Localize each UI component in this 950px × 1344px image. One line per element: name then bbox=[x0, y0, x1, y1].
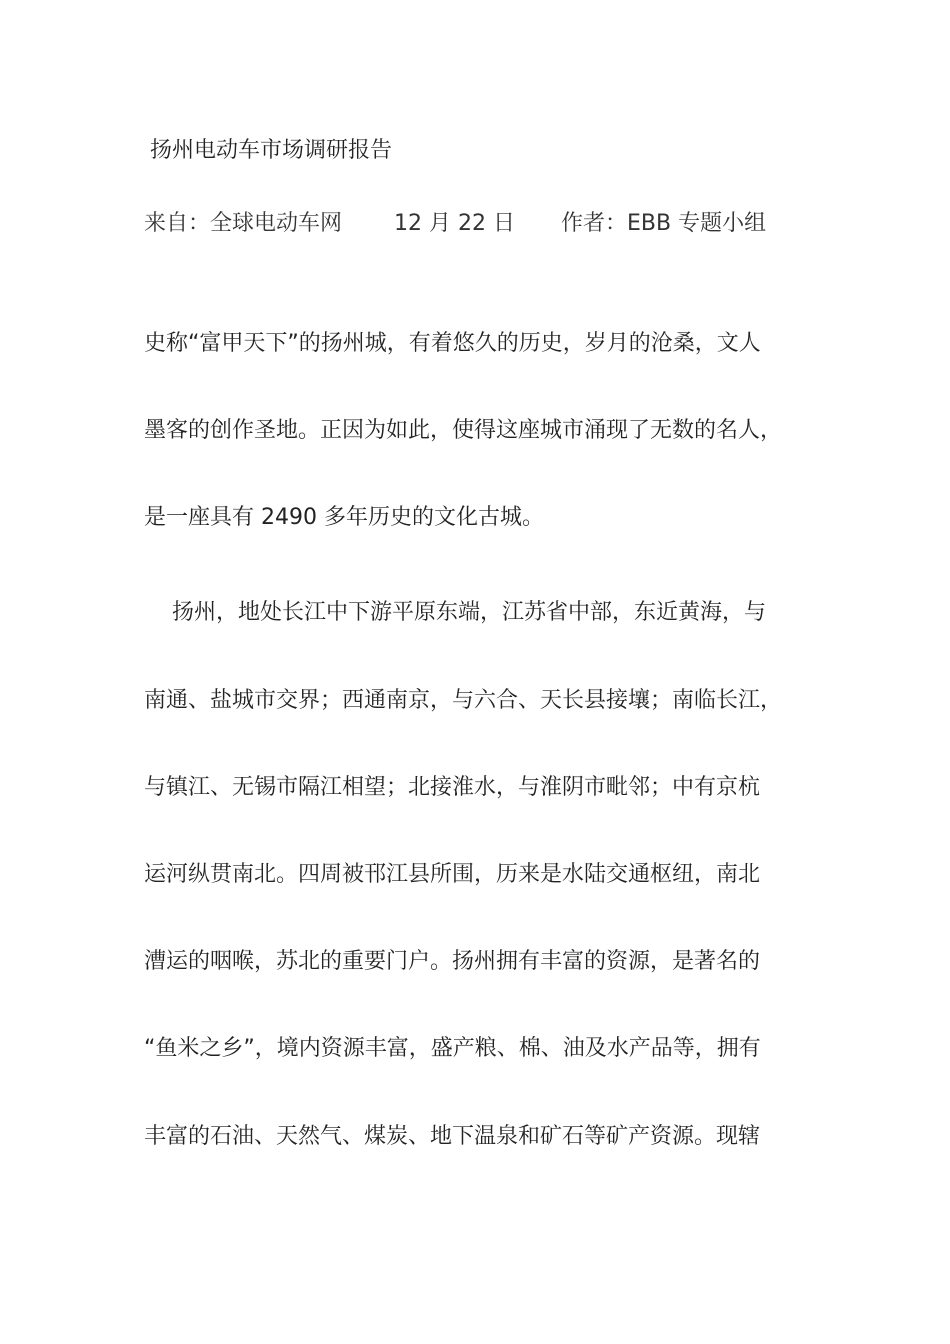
paragraph-line: 南通、盐城市交界；西通南京，与六合、天长县接壤；南临长江， bbox=[144, 688, 783, 713]
document-meta bbox=[144, 208, 766, 240]
paragraph-line: 漕运的咽喉，苏北的重要门户。扬州拥有丰富的资源，是著名的 bbox=[144, 949, 761, 974]
meta-source: 来自：全球电动车网 bbox=[144, 211, 343, 236]
paragraph-line: 扬州，地处长江中下游平原东端，江苏省中部，东近黄海，与 bbox=[172, 600, 767, 625]
document-title: 扬州电动车市场调研报告 bbox=[150, 138, 393, 163]
paragraph-line: 运河纵贯南北。四周被邗江县所围，历来是水陆交通枢纽，南北 bbox=[144, 862, 761, 887]
paragraph-line: 与镇江、无锡市隔江相望；北接淮水，与淮阴市毗邻；中有京杭 bbox=[144, 775, 761, 800]
paragraph-line: 是一座具有 2490 多年历史的文化古城。 bbox=[144, 505, 544, 530]
paragraph-line: 墨客的创作圣地。正因为如此，使得这座城市涌现了无数的名人， bbox=[144, 418, 783, 443]
paragraph-line: 丰富的石油、天然气、煤炭、地下温泉和矿石等矿产资源。现辖 bbox=[144, 1124, 761, 1149]
paragraph-line: 史称“富甲天下”的扬州城，有着悠久的历史，岁月的沧桑，文人 bbox=[144, 331, 761, 356]
meta-date: 12 月 22 日 bbox=[394, 211, 515, 236]
paragraph-line: “鱼米之乡”，境内资源丰富，盛产粮、棉、油及水产品等，拥有 bbox=[144, 1036, 761, 1061]
meta-author: 作者：EBB 专题小组 bbox=[560, 211, 767, 236]
